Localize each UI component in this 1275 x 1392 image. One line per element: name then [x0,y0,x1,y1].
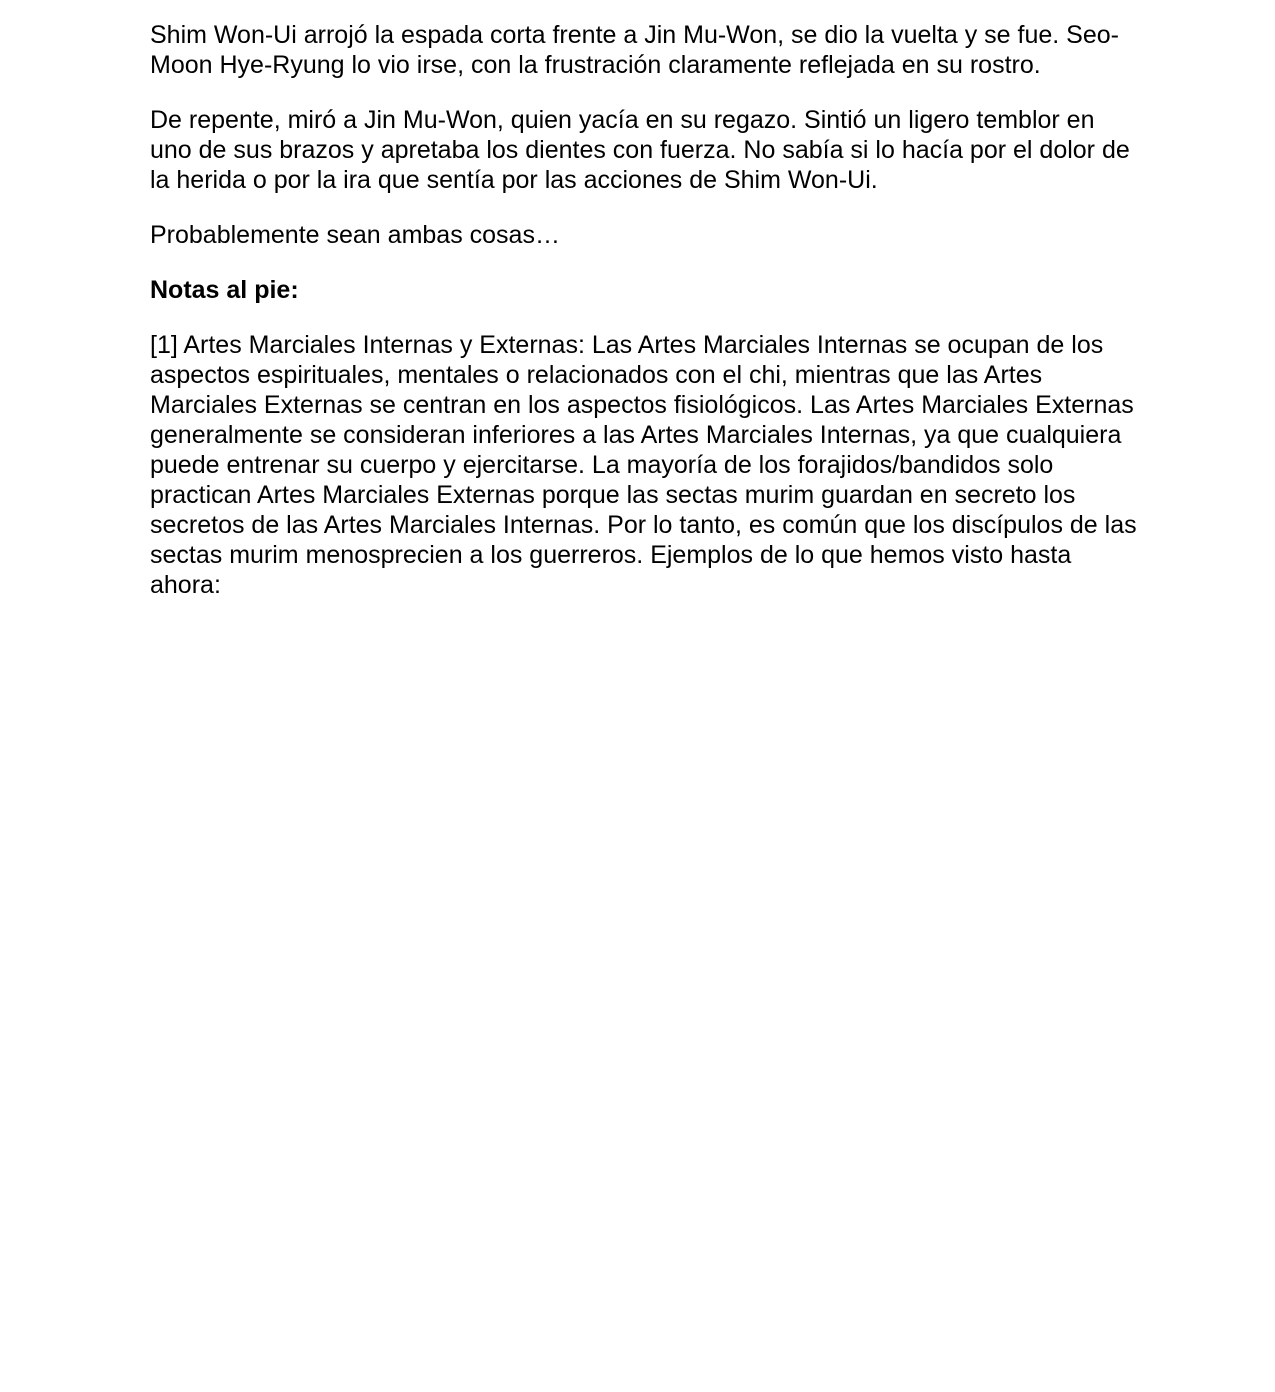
notes-heading: Notas al pie: [150,276,299,304]
footnote-1: [1] Artes Marciales Internas y Externas: Las Artes Marciales Internas se ocupan de los aspectos espirituales, mentales o relacionados con el chi, mientras que las Artes Marciales Externas se centran en los aspectos fisiológicos. Las Artes Marciales Externas generalmente se consideran inferiores a las Artes Marciales Internas, ya que cualquiera puede entrenar su cuerpo y ejercitarse. La mayoría de los forajidos/bandidos solo practican Artes Marciales Externas porque las sectas murim guardan en secreto los secretos de las Artes Marciales Internas. Por lo tanto, es común que los discípulos de las sectas murim menosprecien a los guerreros. Ejemplos de lo que hemos visto hasta ahora: [150,331,1137,599]
paragraph-2: De repente, miró a Jin Mu-Won, quien yacía en su regazo. Sintió un ligero temblor en uno de sus brazos y apretaba los dientes con fuerza. No sabía si lo hacía por el dolor de la herida o por la ira que sentía por las acciones de Shim Won-Ui. [150,106,1130,194]
document-page [150,20,1140,625]
paragraph-3: Probablemente sean ambas cosas… [150,221,560,249]
paragraph-1: Shim Won-Ui arrojó la espada corta frente a Jin Mu-Won, se dio la vuelta y se fue. Seo-Moon Hye-Ryung lo vio irse, con la frustración claramente reflejada en su rostro. [150,21,1119,79]
